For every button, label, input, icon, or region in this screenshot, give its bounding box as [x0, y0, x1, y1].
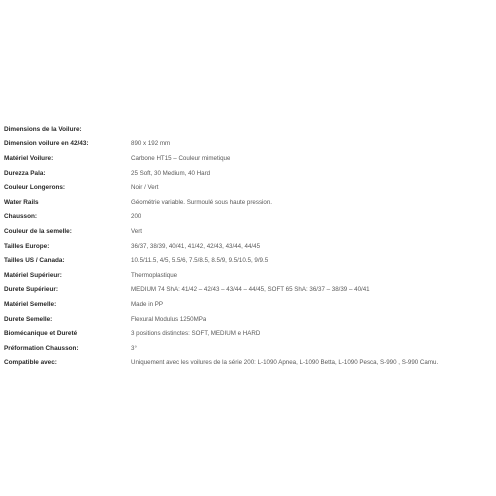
- spec-row: [4, 283, 496, 298]
- spec-label: Durezza Pala:: [4, 169, 46, 177]
- spec-row: [4, 253, 496, 268]
- spec-row: [4, 210, 496, 225]
- spec-row: [4, 137, 496, 152]
- spec-value: Vert: [131, 227, 143, 235]
- spec-label: Matériel Semelle:: [4, 300, 57, 308]
- spec-label: Tailles Europe:: [4, 242, 50, 250]
- spec-label: Chausson:: [4, 213, 38, 221]
- spec-value: 3°: [131, 344, 137, 352]
- spec-row: [4, 312, 496, 327]
- spec-label: Compatible avec:: [4, 359, 57, 367]
- spec-table: [4, 122, 496, 370]
- spec-value: Flexural Modulus 1250MPa: [131, 315, 207, 323]
- spec-row: [4, 356, 496, 371]
- spec-label: Couleur Longerons:: [4, 184, 66, 192]
- spec-label: Matériel Voilure:: [4, 154, 54, 162]
- spec-value: 3 positions distinctes: SOFT, MEDIUM e HARD: [131, 330, 261, 338]
- spec-row: [4, 122, 496, 137]
- spec-value: Noir / Vert: [131, 184, 159, 192]
- spec-label: Durete Supérieur:: [4, 286, 58, 294]
- spec-label: Durete Semelle:: [4, 315, 53, 323]
- spec-label: Dimensions de la Voilure:: [4, 125, 82, 133]
- spec-label: Dimension voilure en 42/43:: [4, 140, 89, 148]
- spec-value: 890 x 192 mm: [131, 140, 171, 148]
- spec-label: Couleur de la semelle:: [4, 227, 72, 235]
- spec-label: Water Rails: [4, 198, 39, 206]
- spec-value: Carbone HT15 – Couleur mimetique: [131, 154, 231, 162]
- spec-value: Made in PP: [131, 300, 163, 308]
- spec-row: [4, 326, 496, 341]
- spec-value: 25 Soft, 30 Medium, 40 Hard: [131, 169, 211, 177]
- spec-label: Préformation Chausson:: [4, 344, 79, 352]
- spec-value: Thermoplastique: [131, 271, 178, 279]
- spec-label: Tailles US / Canada:: [4, 257, 65, 265]
- spec-row: [4, 239, 496, 254]
- spec-row: [4, 166, 496, 181]
- spec-value: Uniquement avec les voilures de la série 200: L-1090 Apnea, L-1090 Betta, L-1090 Pesca, S-990 , S-990 Camu.: [131, 359, 439, 367]
- spec-value: MEDIUM 74 ShA: 41/42 – 42/43 – 43/44 – 44/45, SOFT 65 ShA: 36/37 – 38/39 – 40/41: [131, 286, 370, 294]
- spec-row: [4, 151, 496, 166]
- spec-label: Matériel Supérieur:: [4, 271, 62, 279]
- spec-value: Géométrie variable. Surmoulé sous haute pression.: [131, 198, 273, 206]
- spec-value: 36/37, 38/39, 40/41, 41/42, 42/43, 43/44, 44/45: [131, 242, 261, 250]
- spec-row: [4, 268, 496, 283]
- spec-value: 10.5/11.5, 4/5, 5.5/6, 7.5/8.5, 8.5/9, 9.5/10.5, 9/9.5: [131, 257, 269, 265]
- spec-row: [4, 224, 496, 239]
- spec-label: Biomécanique et Dureté: [4, 330, 78, 338]
- spec-value: 200: [131, 213, 142, 221]
- spec-row: [4, 297, 496, 312]
- spec-row: [4, 341, 496, 356]
- spec-row: [4, 195, 496, 210]
- spec-row: [4, 180, 496, 195]
